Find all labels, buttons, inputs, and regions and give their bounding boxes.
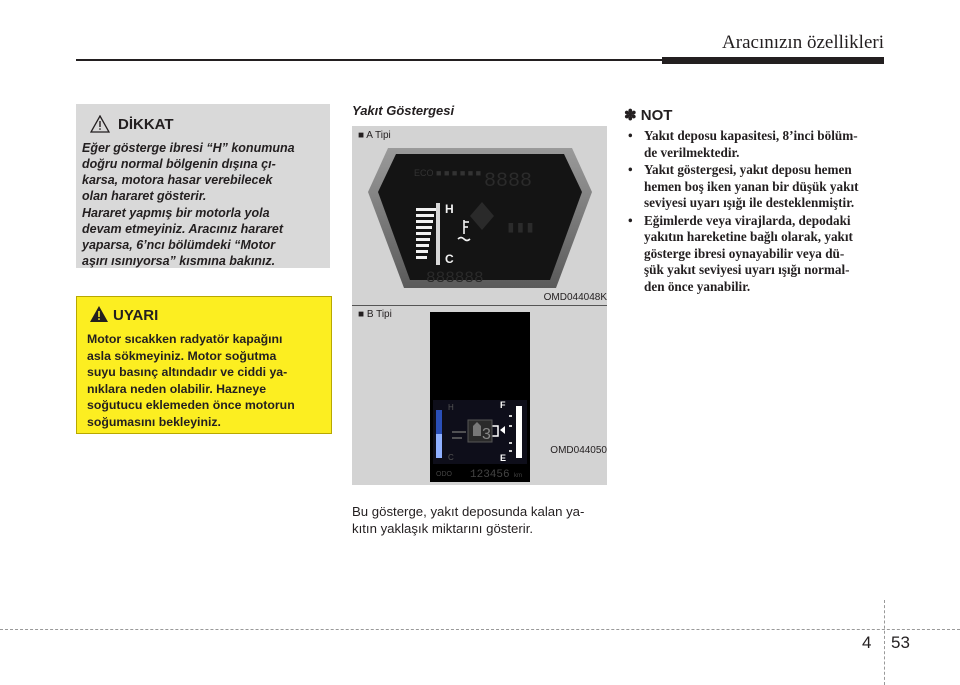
type-b-gauge-figure [352,306,607,485]
type-b-odo-value: 123456 [470,469,510,481]
caution-title: DİKKAT [118,116,174,133]
warning-paragraph: Motor sıcakken radyatör kapağını asla sökmeyiniz. Motor soğutma suyu basınç altındadır ve ciddi ya- nıklara neden olabilir. Hazneye soğutucu eklemeden önce motorun soğumasını bekleyiniz. [87,332,295,429]
footer-vertical-rule [884,600,885,685]
warning-triangle-icon [89,305,109,323]
type-b-f-mark: F [500,400,506,410]
type-b-odo-label: ODO [436,471,452,478]
svg-text:ECO ■ ■ ■ ■ ■ ■: ECO ■ ■ ■ ■ ■ ■ [414,168,482,178]
note-item: • Yakıt göstergesi, yakıt deposu hemen hemen boş iken yanan bir düşük yakıt seviyesi uyarı ışığı ile desteklenmiştir. [628,162,859,210]
section-title: Yakıt Göstergesi [352,103,455,118]
caution-paragraph-2: Hararet yapmış bir motorla yola devam etmeyiniz. Aracınız hararet yaparsa, 6’ncı bölümdeki “Motor aşırı ısınıyorsa” kısmına bakınız. [82,206,284,268]
type-a-figure-code: OMD044048K [543,292,607,303]
gauge-h-mark: H [445,202,454,216]
type-b-e-mark: E [500,453,507,463]
caution-paragraph-1: Eğer gösterge ibresi “H” konumuna doğru normal bölgenin dışına çı- karsa, motora hasar verebilecek olan hararet gösterir. [82,141,295,203]
note-list [624,128,886,296]
type-b-odo-unit: km [514,473,522,479]
type-a-cluster-image [366,142,594,292]
caution-box [76,104,330,268]
header-rule [76,59,662,61]
svg-text:888888: 888888 [426,269,484,287]
svg-text:8888: 8888 [484,170,533,193]
warning-triangle-icon [90,115,110,133]
type-b-gear: 3 [482,426,491,443]
type-b-label: ■ B Tipi [358,309,392,320]
note-item: • Eğimlerde veya virajlarda, depodaki yakıtın hareketine bağlı olarak, yakıt gösterge ibresi oynayabilir veya dü- şük yakıt seviyesi uyarı ışığı normal- den önce yanabilir. [628,212,853,294]
type-a-label: ■ A Tipi [358,130,391,141]
page-header-title: Aracınızın özellikleri [722,32,884,53]
note-item: • Yakıt deposu kapasitesi, 8’inci bölüm- de verilmektedir. [628,128,858,160]
warning-title: UYARI [113,307,159,324]
fuel-gauge-description: Bu gösterge, yakıt deposunda kalan ya- kıtın yaklaşık miktarını gösterir. [352,504,585,536]
type-a-gauge-figure [352,126,607,306]
type-b-c-mark: C [448,453,454,462]
warning-box [76,296,332,434]
type-b-figure-code: OMD044050 [550,445,607,456]
type-b-h-mark: H [448,403,454,412]
type-b-cluster-image [430,312,530,482]
footer-dashed-rule [0,629,960,630]
page-number: 53 [891,633,910,652]
svg-text:▮▮▮: ▮▮▮ [506,219,535,237]
note-title: ✽ NOT [624,107,673,124]
gauge-c-mark: C [445,252,454,266]
chapter-number: 4 [862,633,872,652]
header-bar [662,57,884,64]
